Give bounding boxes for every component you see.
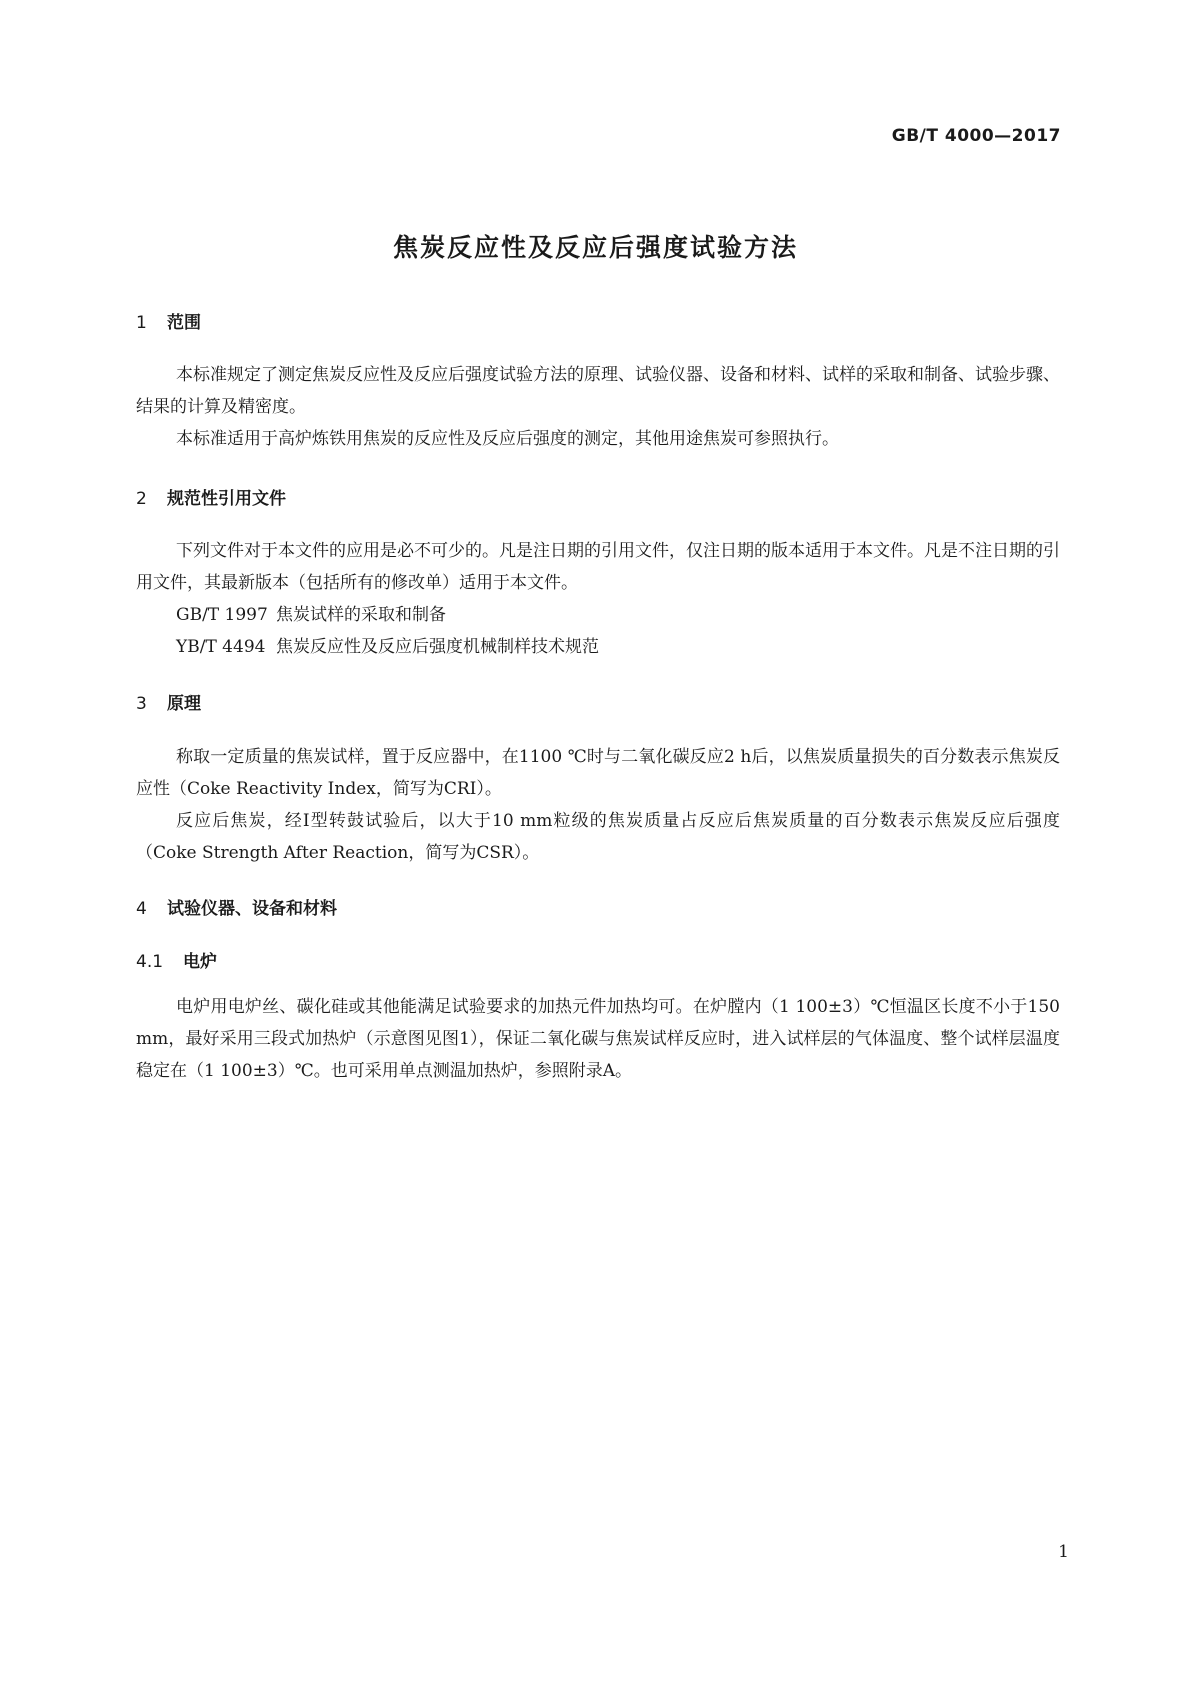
reference-code: YB/T 4494 — [176, 637, 266, 657]
section-title: 试验仪器、设备和材料 — [167, 899, 337, 919]
reference-item — [176, 599, 446, 631]
subsection-4-1-heading — [136, 947, 217, 972]
section-title: 电炉 — [183, 952, 217, 972]
section-number: 4.1 — [136, 952, 164, 972]
section-number: 1 — [136, 313, 147, 333]
section-title: 原理 — [167, 694, 201, 714]
section-4-heading — [136, 894, 337, 919]
reference-title: 焦炭试样的采取和制备 — [276, 605, 446, 625]
section-title: 规范性引用文件 — [167, 489, 286, 509]
section-3-paragraph-1: 称取一定质量的焦炭试样，置于反应器中，在1100 ℃时与二氧化碳反应2 h后，以焦炭质量损失的百分数表示焦炭反应性（Coke Reactivity Index，简写为CRI）。 — [136, 747, 1060, 799]
document-title: 焦炭反应性及反应后强度试验方法 — [392, 233, 798, 262]
reference-code: GB/T 1997 — [176, 605, 268, 625]
section-1-heading — [136, 308, 201, 333]
section-3-heading — [136, 689, 201, 714]
section-2-heading — [136, 484, 286, 509]
standard-code: GB/T 4000—2017 — [891, 126, 1061, 146]
page-number: 1 — [1058, 1542, 1069, 1562]
reference-title: 焦炭反应性及反应后强度机械制样技术规范 — [276, 637, 599, 657]
section-3-paragraph-2: 反应后焦炭，经Ⅰ型转鼓试验后，以大于10 mm粒级的焦炭质量占反应后焦炭质量的百分数表示焦炭反应后强度（Coke Strength After Reaction，简写为CSR）。 — [136, 811, 1060, 863]
section-number: 4 — [136, 899, 147, 919]
section-1-paragraph-2: 本标准适用于高炉炼铁用焦炭的反应性及反应后强度的测定，其他用途焦炭可参照执行。 — [176, 429, 839, 449]
reference-item — [176, 631, 599, 663]
section-number: 3 — [136, 694, 147, 714]
subsection-4-1-paragraph-1: 电炉用电炉丝、碳化硅或其他能满足试验要求的加热元件加热均可。在炉膛内（1 100±3）℃恒温区长度不小于150 mm，最好采用三段式加热炉（示意图见图1），保证二氧化碳与焦炭试样反应时，进入试样层的气体温度、整个试样层温度稳定在（1 100±3）℃。也可采用单点测温加热炉，参照附录A。 — [136, 997, 1060, 1081]
section-number: 2 — [136, 489, 147, 509]
section-2-paragraph-1: 下列文件对于本文件的应用是必不可少的。凡是注日期的引用文件，仅注日期的版本适用于本文件。凡是不注日期的引用文件，其最新版本（包括所有的修改单）适用于本文件。 — [136, 541, 1060, 593]
section-1-paragraph-1: 本标准规定了测定焦炭反应性及反应后强度试验方法的原理、试验仪器、设备和材料、试样的采取和制备、试验步骤、结果的计算及精密度。 — [136, 365, 1060, 417]
section-title: 范围 — [167, 313, 201, 333]
